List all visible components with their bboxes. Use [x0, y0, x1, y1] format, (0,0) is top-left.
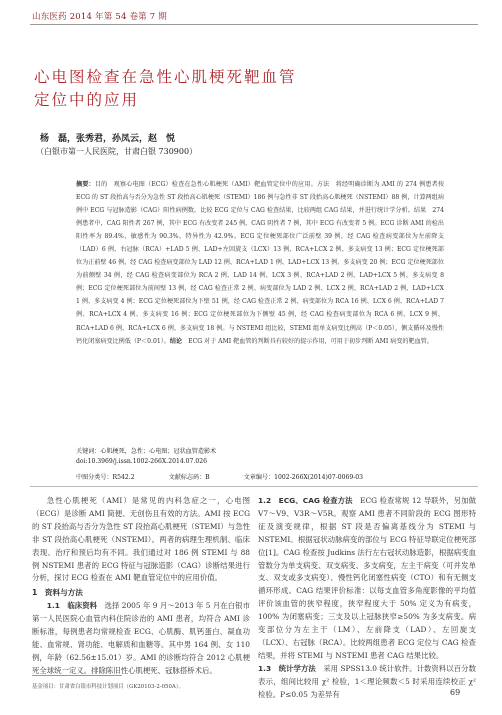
intro-paragraph: 急性心肌梗死（AMI）是常见的内科急症之一，心电图（ECG）是诊断 AMI 简便、无创伤且有效的方法。AMI 按 ECG 的 ST 段抬高与否分为急性 ST 段抬高心肌梗死（STEMI）与急性非 ST 段抬高心肌梗死（NSTEMI）。两者的病理生理机制、临床表现、治疗和预后均有不同。我们通过对 186 例 STEMI 与 88 例 NSTEMI 患者的 ECG 特征与冠脉造影（CAG）诊断结果进行分析，探讨 ECG 检查在 AMI 靶血管定位中的应用价值。 — [32, 496, 250, 583]
abstract-text: 目的 观察心电图（ECG）检查在急性心肌梗死（AMI）靶血管定位中的应用。方法 将经明确诊断为 AMI 的 274 例患者按 ECG 的 ST 段抬高与否分为急性 ST 段抬高心肌梗死（STEMI）186 例与急性非 ST 段抬高心肌梗死（NSTEMI）88 例，计算两组病例中 ECG 与冠脉造影（CAG）阳性病例数，比较 ECG 定位与 CAG 检查结果，比较两组 CAG 结果，并进行统计学分析。结果 274 例患者中，CAG 阳性者 267 例，其中 ECG 有改变者 245 例，CAG 阴性者 7 例，其中 ECG 有改变者 5 例。ECG 诊断 AMI 的检出阳性率为 89.4%，敏感性为 90.3%，特异性为 42.9%。ECG 定位梗死部位广泛前壁 39 例，经 CAG 检查病变部位为左前降支（LAD）6 例、右冠脉（RCA）+LAD 5 例、LAD+左回旋支（LCX）13 例、RCA+LCX 2 例、多支病变 13 例；ECG 定位梗死部位为正前壁 46 例，经 CAG 检查病变部位为 LAD 12 例、RCA+LAD 1 例、LAD+LCX 13 例、多支病变 20 例；ECG 定位梗死部位为前侧壁 34 例，经 CAG 检查病变部位为 RCA 2 例、LAD 14 例、LCX 3 例、RCA+LAD 2 例、LAD+LCX 5 例、多支病变 8 例；ECG 定位梗死部位为前间壁 13 例，经 CAG 检查正常 2 例、病变部位为 LAD 2 例、LCX 2 例、RCA+LAD 2 例、LAD+LCX 1 例、多支病变 4 例；ECG 定位梗死部位为下壁 51 例，经 CAG 检查正常 2 例、病变部位为 RCA 16 例、LCX 6 例、RCA+LAD 7 例、RCA+LCX 4 例、多支病变 16 例；ECG 定位梗死部位为下侧壁 45 例，经 CAG 检查病变部位为 RCA 6 例、LCX 9 例、RCA+LAD 6 例、RCA+LCX 6 例、多支病变 18 例。与 NSTEMI 组比较，STEMI 组单支病变比例高（P＜0.05），侧支循环及慢性钙化闭塞病变比例低（P＜0.01）。 — [76, 181, 445, 345]
section-1-1-heading: 1.1 临床资料 — [46, 601, 98, 611]
footnote-divider — [32, 675, 122, 676]
keywords: 关键词：心肌梗死，急性；心电图；冠状血管造影术 — [76, 448, 217, 455]
document-code: 文献标志码：B — [168, 474, 210, 481]
section-1-3-heading: 1.3 统计学方法 — [258, 663, 316, 673]
abstract-divider — [30, 486, 478, 487]
abstract-label: 摘要： — [76, 181, 95, 188]
article-title-line1: 心电图检查在急性心肌梗死靶血管 — [34, 68, 297, 86]
section-1-heading: 1 资料与方法 — [32, 588, 83, 598]
authors: 杨 磊，张秀君，孙凤云，赵 悦 — [40, 134, 176, 144]
affiliation: （白银市第一人民医院，甘肃白银 730900） — [36, 147, 198, 156]
section-1-3-text: 采用 SPSS13.0 统计软件。计数资料以百分数表示，组间比较用 χ² 检验，1＜理论频数＜5 时采用连续校正 χ² 检验。P≤0.05 为差异有 — [258, 663, 476, 699]
conclusion-text: ECG 对于 AMI 靶血管的判断具有较好的提示作用，可用于初步判断 AMI 病变的靶血管。 — [182, 337, 433, 345]
conclusion-label: 结论 — [169, 337, 183, 345]
section-1-2-text: ECG 检查常规 12 导联外，另加做 V7～V9、V3R～V5R。观察 AMI 患者不同阶段的 ECG 图形特征及演变规律，根据 ST 段是否偏离基线分为 STEMI 与 NSTEMI。根据冠状动脉病变的部位与 ECG 特征导联定位梗死部位[1]。CAG 检查按 Judkins 法行左右冠状动脉造影，根据病变血管数分为单支病变、双支病变、多支病变，左主干病变（可并发单支、双支或多支病变）、慢性钙化闭塞性病变（CTO）和有无侧支循环形成。CAG 结果评价标准：以每支血管多角度影像的平均值评价该血管的狭窄程度，狭窄程度大于 50% 定义为有病变，100% 为闭塞病变；三支及以上冠脉狭窄≥50% 为多支病变。病变部位分为左主干（LM）、左前降支（LAD）、左回旋支（LCX）、右冠脉（RCA）。比较两组患者 ECG 定位与 CAG 检查结果，并将 STEMI 与 NSTEMI 患者 CAG 结果比较。 — [258, 496, 476, 660]
section-1-1-text: 选择 2005 年 9 月～2013 年 5 月在白银市第一人民医院心血管内科住院诊治的 AMI 患者，均符合 AMI 诊断标准，每例患者均常规检查 ECG、心肌酶、肌钙蛋白、凝血功能、血常规、肾功能、电解质和血糖等。其中男 164 例、女 110 例，年龄（62.56±15.01）岁。AMI 的诊断均符合 2012 心肌梗死全球统一定义。排除陈旧性心肌梗死、冠脉搭桥术后。 — [32, 601, 250, 675]
doi: doi:10.3969/j.issn.1002-266X.2014.07.026 — [76, 458, 207, 465]
abstract — [76, 178, 444, 348]
page-number: 69 — [450, 688, 461, 697]
article-title-line2: 定位中的应用 — [34, 91, 140, 109]
section-1-2-heading: 1.2 ECG、CAG 检查方法 — [258, 496, 353, 505]
clc-number: 中图分类号：R542.2 — [76, 474, 135, 481]
left-column — [32, 495, 250, 678]
header-divider — [30, 24, 478, 25]
right-column — [258, 495, 476, 702]
journal-header: 山东医药 2014 年第 54 卷第 7 期 — [32, 12, 167, 22]
classification-row — [76, 472, 444, 481]
fund-footnote: 基金项目：甘肃省白银市科技计划项目（GK20103-2-050A）。 — [32, 684, 184, 690]
article-number: 文章编号：1002-266X(2014)07-0069-03 — [243, 474, 364, 481]
